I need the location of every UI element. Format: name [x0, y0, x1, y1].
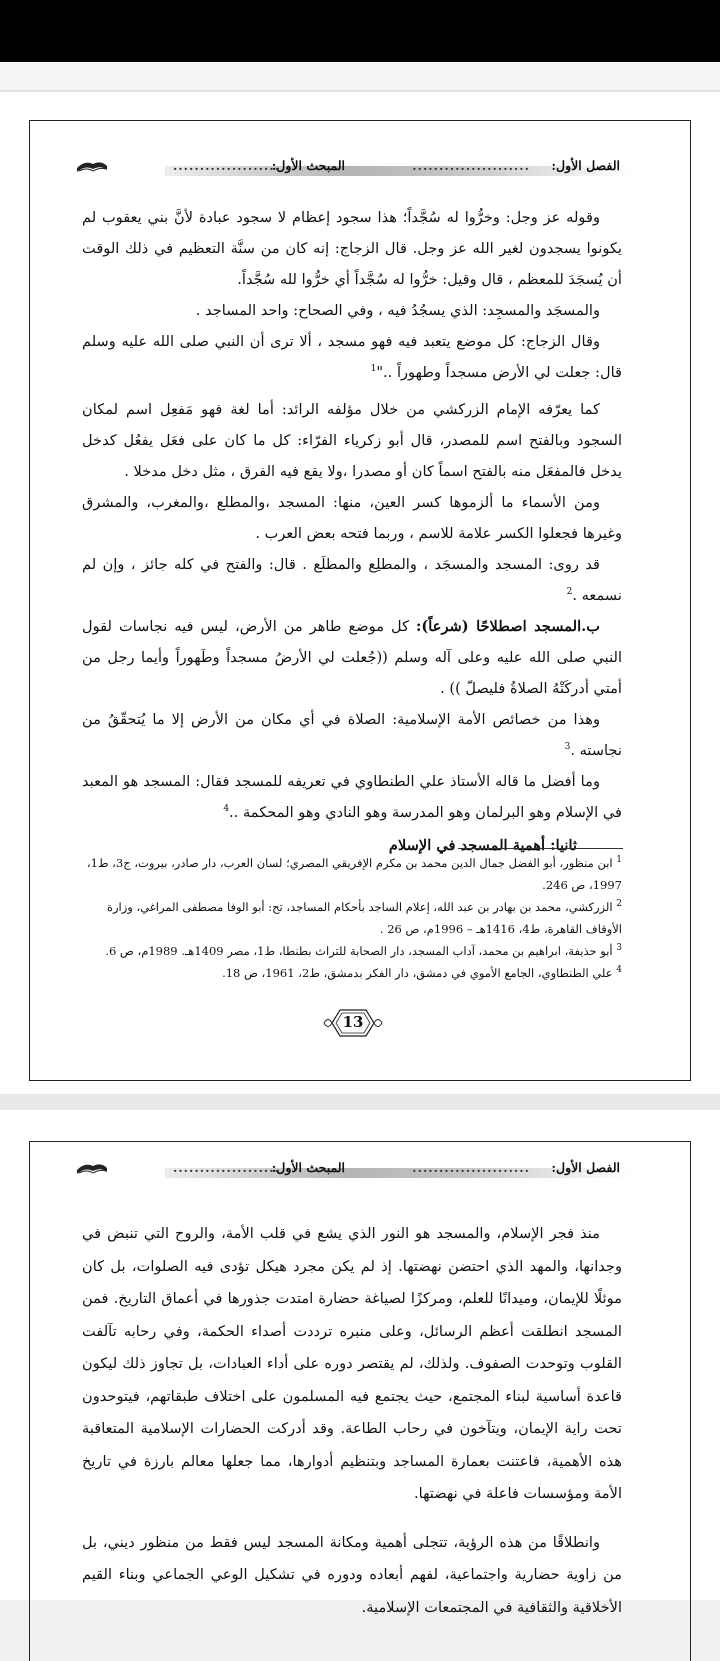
paragraph-text: قد روى: المسجد والمسجَد ، والمطلِع والمطلَع . قال: والفتح في كله جائز ، وإن لم نسمعه .	[82, 556, 622, 604]
footnotes	[82, 852, 622, 984]
paragraph: وانطلاقًا من هذه الرؤية، تتجلى أهمية ومكانة المسجد ليس فقط من منظور ديني، بل من زاوية حضارية واجتماعية، لفهم أبعاده ودوره في تشكيل الوعي الجماعي وبناء القيم الأخلاقية والثقافية في المجتمعات الإسلامية.	[82, 1533, 622, 1616]
paragraph-text: وقال الزجاج: كل موضع يتعبد فيه فهو مسجد ، ألا ترى أن النبي صلى الله عليه وسلم قال: جعلت لي الأرض مسجداً وطهوراً .."	[82, 333, 622, 381]
footnote-text: ابن منظور، أبو الفضل جمال الدين محمد بن مكرم الإفريقي المصري؛ لسان العرب، دار صادر، بيروت، ج3، ط1، 1997، ص 246.	[86, 856, 622, 892]
footnote	[82, 896, 622, 940]
page-number-ornament	[322, 1006, 384, 1040]
paragraph: ومن الأسماء ما ألزموها كسر العين، منها: المسجد ،والمطلع ،والمغرب، والمشرق وغيرها فجعلوا الكسر علامة للاسم ، وربما فتحه بعض العرب .	[82, 494, 622, 542]
footnote-separator	[458, 848, 623, 849]
term-label: ب.المسجد اصطلاحًا (شرعاً):	[416, 618, 600, 635]
header-dots: ......................	[412, 158, 530, 173]
footnote-text: علي الطنطاوي، الجامع الأموي في دمشق، دار الفكر بدمشق، ط2، 1961، ص 18.	[222, 966, 613, 980]
paragraph: وقوله عز وجل: وخرُّوا له سُجَّداً؛ هذا سجود إعظام لا سجود عبادة لأنَّ بني يعقوب لم يكونوا يسجدون لغير الله عز وجل. قال الزجاج: إنه كان من سنَّة التعظيم في ذلك الوقت أن يُسجَدَ للمعظم ، قال وقيل: خرُّوا له سُجَّداً أي خرُّوا لله سُجَّداً.	[82, 209, 622, 288]
paragraph: والمسجَد والمسجِد: الذي يسجُدُ فيه ، وفي الصحاح: واحد المساجد .	[195, 302, 600, 319]
footnote	[82, 940, 622, 962]
footnote-number: 4	[616, 965, 622, 976]
paragraph: كما يعرّفه الإمام الزركشي من خلال مؤلفه الرائد: أما لغة فهو مَفعِل اسم لمكان السجود وبالفتح اسم للمصدر، قال أبو زكرياء الفرّاء: كل ما كان على فعَل يفعُل كدخل يدخل فالمفعَل منه بالفتح اسماً كان أو مصدرا ،ولا يقع فيه الفرق ، مثل دخل مدخلا .	[82, 401, 622, 480]
page-separator	[0, 1094, 720, 1110]
paragraph	[82, 766, 622, 828]
book-ornament-icon	[75, 154, 109, 176]
header-dots: ....................	[172, 158, 280, 173]
footnote-number: 3	[616, 943, 622, 954]
page-13-body	[82, 202, 622, 861]
section-heading: ثانيا: أهمية المسجد في الإسلام	[388, 837, 577, 854]
paragraph	[82, 704, 622, 766]
top-status-bar	[0, 0, 720, 62]
footnote	[82, 962, 622, 984]
paragraph	[82, 326, 622, 388]
paragraph	[82, 549, 622, 611]
footnote	[82, 852, 622, 896]
footnote-number: 1	[616, 855, 622, 866]
running-header	[75, 158, 630, 180]
paragraph: منذ فجر الإسلام، والمسجد هو النور الذي يشع في قلب الأمة، والروح التي تنبض في وجدانها، والمهد الذي احتضن نهضتها. إذ لم يكن مجرد هيكل تؤدى فيه الصلوات، بل كان موئلًا للإيمان، وميدانًا للعلم، ومركزًا لصياغة حضارة امتدت جذورها في أعماق التاريخ. فمن المسجد انطلقت أعظم الرسائل، وعلى منبره ترددت أصداء الحكمة، وفي رحابه تآلفت القلوب وتوحدت الصفوف. ولذلك، لم يقتصر دوره على أداء العبادات، بل تجاوز ذلك ليكون قاعدة أساسية لبناء المجتمع، حيث يجتمع فيه المسلمون على اختلاف طبقاتهم، فيتوحدون تحت راية الإيمان، ويتآخون في رحاب الطاعة. وقد أدركت الحضارات الإسلامية المتعاقبة هذه الأهمية، فاعتنت بعمارة المساجد وبتنظيم أدوارها، مما جعلها معالم بارزة في تاريخ الأمة ومؤسسات فاعلة في نهضتها.	[82, 1225, 622, 1502]
footnote-ref: 4	[223, 804, 230, 815]
footnote-text: أبو حذيفة، ابراهيم بن محمد، آداب المسجد، دار الصحابة للتراث بطنطا، ط1، مصر 1409هـ. 1989م، ص 6.	[105, 944, 613, 958]
footnote-ref: 1	[370, 364, 377, 375]
header-section: المبحث الأول:	[271, 1160, 345, 1175]
header-dots: ......................	[412, 1160, 530, 1175]
running-header	[75, 1160, 630, 1182]
header-section: المبحث الأول:	[271, 158, 345, 173]
header-dots: ....................	[172, 1160, 280, 1175]
paragraph-text: كل موضع طاهر من الأرض، ليس فيه نجاسات لقول النبي صلى الله عليه وعلى آله وسلم ((جُعلت لي الأرضُ مسجداً وطَهوراً وأيما رجل من أمتي أدركَتْهُ الصلاةُ فليصلّ )) .	[82, 618, 622, 697]
paragraph	[82, 611, 622, 704]
paragraph-text: وهذا من خصائص الأمة الإسلامية: الصلاة في أي مكان من الأرض إلا ما يُتحقّقُ من نجاسته .	[82, 711, 622, 759]
footnote-number: 2	[616, 899, 622, 910]
header-chapter: الفصل الأول:	[551, 158, 620, 173]
paragraph-text: وما أفضل ما قاله الأستاذ علي الطنطاوي في تعريفه للمسجد فقال: المسجد هو المعبد في الإسلام وهو البرلمان وهو المدرسة وهو النادي وهو المحكمة ..	[82, 773, 622, 821]
page-number: 13	[342, 1013, 364, 1031]
viewer-toolbar-band	[0, 62, 720, 92]
footnote-ref: 2	[566, 587, 573, 598]
book-ornament-icon	[75, 1156, 109, 1178]
page-14-body	[82, 1218, 622, 1624]
header-chapter: الفصل الأول:	[551, 1160, 620, 1175]
footnote-ref: 3	[564, 742, 571, 753]
footnote-text: الزركشي، محمد بن بهادر بن عبد الله، إعلام الساجد بأحكام المساجد، تح: أبو الوفا مصطفى المراغي، وزارة الأوقاف القاهرة، ط4، 1416هـ – 1996م، ص 26 .	[106, 900, 622, 936]
